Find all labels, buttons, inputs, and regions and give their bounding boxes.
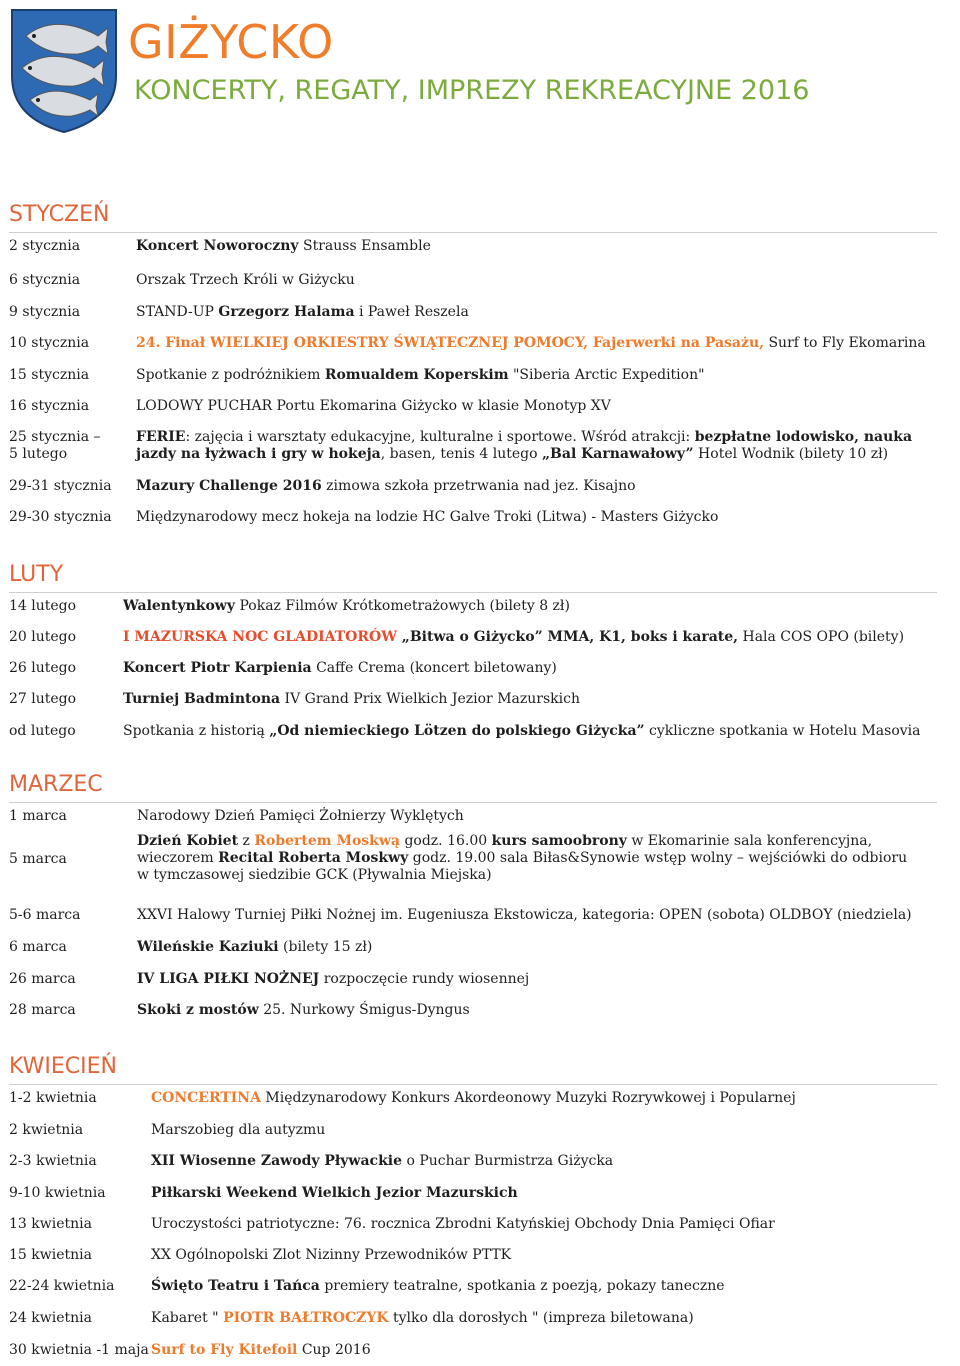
event-text: Międzynarodowy mecz hokeja na lodzie HC Galve Troki (Litwa) - Masters Giżycko [136,509,719,525]
section-3 [9,1052,937,1085]
event-date: od lutego [9,723,76,739]
event-text: premiery teatralne, spotkania z poezją, pokazy taneczne [319,1278,725,1294]
event-text: Cup 2016 [297,1342,371,1358]
event-text: „Od niemieckiego Lötzen do polskiego Giżycka” [269,723,645,739]
event-description [136,304,469,321]
event-description [137,1002,470,1019]
event-description [123,723,920,740]
event-date: 24 kwietnia [9,1310,92,1326]
event-date: 20 lutego [9,629,77,645]
event-text: „Bal Karnawałowy” [541,446,694,462]
event-text: godz. 19.00 sala Biłas&Synowie wstęp wolny – wejściówki do odbioru w tymczasowej siedzibie GCK (Pływalnia Miejska) [137,850,908,883]
event-date: 9-10 kwietnia [9,1185,106,1201]
event-text: Międzynarodowy Konkurs Akordeonowy Muzyki Rozrywkowej i Popularnej [260,1090,796,1106]
event-text: Recital Roberta Moskwy [218,850,409,866]
event-text: Spotkania z historią [123,723,270,739]
section-0 [9,200,937,233]
event-text: zimowa szkoła przetrwania nad jez. Kisajno [321,478,636,494]
event-description [151,1310,694,1327]
event-description [137,971,529,988]
event-description [151,1216,775,1233]
section-heading: MARZEC [9,770,937,803]
event-text: XII Wiosenne Zawody Pływackie [151,1153,402,1169]
section-2 [9,770,937,803]
event-description [137,808,464,825]
event-description [151,1153,613,1170]
event-text: LODOWY PUCHAR Portu Ekomarina Giżycko w klasie Monotyp XV [136,398,611,414]
event-description [136,272,355,289]
event-text: o Puchar Burmistrza Giżycka [402,1153,614,1169]
event-text: Grzegorz Halama [218,304,355,320]
event-text: w Ekomarinie sala konferencyjna, wieczorem [137,833,873,866]
event-text: Wileńskie Kaziuki [137,939,279,955]
event-description [136,509,718,526]
event-date: 15 stycznia [9,367,90,383]
event-text: bezpłatne lodowisko, nauka jazdy na łyżwach i gry w hokeja [136,429,913,462]
event-date: 5 marca [9,851,67,867]
event-description [151,1247,511,1264]
event-text: kurs samoobrony [491,833,627,849]
event-date: 29-31 stycznia [9,478,112,494]
event-text: Mazury Challenge 2016 [136,478,322,494]
event-description [123,660,557,677]
event-date: 1-2 kwietnia [9,1090,97,1106]
event-text: Hala COS OPO (bilety) [738,629,905,645]
event-text: Pokaz Filmów Krótkometrażowych (bilety 8 zł) [235,598,570,614]
event-text: cykliczne spotkania w Hotelu Masovia [644,723,921,739]
event-date: 16 stycznia [9,398,90,414]
event-description [137,833,917,884]
event-text: Piłkarski Weekend Wielkich Jezior Mazurskich [151,1185,518,1201]
coat-of-arms-logo [8,6,120,136]
event-text: Surf to Fly Kitefoil [151,1342,298,1358]
section-1 [9,560,937,593]
event-date: 28 marca [9,1002,76,1018]
event-description [136,478,636,495]
event-text: Walentynkowy [123,598,235,614]
event-text: 25. Nurkowy Śmigus-Dyngus [258,1002,470,1018]
page-subtitle: KONCERTY, REGATY, IMPREZY REKREACYJNE 2016 [134,75,810,106]
event-text: Orszak Trzech Króli [136,272,278,288]
event-description [151,1278,725,1295]
event-text: Uroczystości patriotyczne: 76. rocznica Zbrodni Katyńskiej Obchody Dnia Pamięci Ofiar [151,1216,775,1232]
event-text: : zajęcia i warsztaty edukacyjne, kulturalne i sportowe. Wśród atrakcji: [185,429,695,445]
event-date: 10 stycznia [9,335,90,351]
event-text: Dzień Kobiet [137,833,239,849]
event-text: „Bitwa o Giżycko” MMA, K1, boks i karate, [396,629,739,645]
event-date: 26 marca [9,971,76,987]
event-text: Surf to Fly Ekomarina [764,335,926,351]
event-date: 2 stycznia [9,238,81,254]
event-text: Spotkanie z podróżnikiem [136,367,325,383]
event-description [137,939,372,956]
section-heading: LUTY [9,560,937,593]
event-date: 6 stycznia [9,272,81,288]
event-text: IV LIGA PIŁKI NOŻNEJ [137,971,320,987]
event-date: 27 lutego [9,691,77,707]
event-description [136,335,926,352]
event-description [137,907,912,924]
event-text: (bilety 15 zł) [278,939,373,955]
event-date: 26 lutego [9,660,77,676]
event-text: I MAZURSKA NOC GLADIATORÓW [123,629,397,645]
section-heading: STYCZEŃ [9,200,937,233]
event-text: Robertem Moskwą [254,833,400,849]
event-description [151,1185,518,1202]
event-text: CONCERTINA [151,1090,261,1106]
event-date: 2 kwietnia [9,1122,84,1138]
event-description [151,1090,796,1107]
event-text: Koncert Piotr Karpienia [123,660,312,676]
event-text: FERIE [136,429,186,445]
event-text: rozpoczęcie rundy wiosennej [319,971,530,987]
event-text: Hotel Wodnik (bilety 10 zł) [693,446,889,462]
event-description [151,1122,325,1139]
event-text: Narodowy Dzień Pamięci Żołnierzy Wyklętych [137,808,464,824]
event-text: Marszobieg dla autyzmu [151,1122,326,1138]
event-text: Strauss Ensamble [298,238,431,254]
event-date: 9 stycznia [9,304,81,320]
event-date: 5-6 marca [9,907,81,923]
event-text: Caffe Crema (koncert biletowany) [311,660,557,676]
event-text: w Giżycku [277,272,355,288]
event-text: z [238,833,255,849]
event-date: 1 marca [9,808,67,824]
event-date: 6 marca [9,939,67,955]
event-description [136,238,431,255]
event-date: 25 stycznia – 5 lutego [9,429,101,462]
event-text: Skoki z mostów [137,1002,259,1018]
event-description [123,629,904,646]
event-date: 22-24 kwietnia [9,1278,115,1294]
event-text: XXVI Halowy Turniej Piłki Nożnej im. Eugeniusza Ekstowicza, kategoria: OPEN (sobota) OLDBOY (niedziela) [137,907,912,923]
page-title: GIŻYCKO [128,15,334,69]
event-text: i Paweł Reszela [354,304,469,320]
event-text: STAND-UP [136,304,219,320]
section-heading: KWIECIEŃ [9,1052,937,1085]
event-text: Koncert Noworoczny [136,238,299,254]
event-text: Romualdem Koperskim [324,367,509,383]
event-description [123,691,580,708]
event-text: XX Ogólnopolski Zlot Nizinny Przewodników PTTK [151,1247,512,1263]
event-text: Święto Teatru i Tańca [151,1278,320,1294]
event-date: 14 lutego [9,598,77,614]
event-date: 2-3 kwietnia [9,1153,97,1169]
event-text: Kabaret " [151,1310,224,1326]
event-description [136,398,611,415]
event-text: Turniej Badmintona [123,691,281,707]
event-date: 30 kwietnia -1 maja [9,1342,149,1358]
event-text: PIOTR BAŁTROCZYK [223,1310,389,1326]
event-text: tylko dla dorosłych " (impreza biletowana) [388,1310,694,1326]
event-description [123,598,570,615]
event-text: , basen, tenis 4 lutego [380,446,542,462]
event-description [136,429,917,463]
event-date: 29-30 stycznia [9,509,112,525]
event-date: 13 kwietnia [9,1216,92,1232]
event-text: godz. 16.00 [400,833,492,849]
event-text: 24. Finał WIELKIEJ ORKIESTRY ŚWIĄTECZNEJ POMOCY, Fajerwerki na Pasażu, [136,335,765,351]
event-date: 15 kwietnia [9,1247,92,1263]
event-text: IV Grand Prix Wielkich Jezior Mazurskich [280,691,580,707]
event-text: "Siberia Arctic Expedition" [508,367,705,383]
event-description [151,1342,371,1359]
event-description [136,367,705,384]
